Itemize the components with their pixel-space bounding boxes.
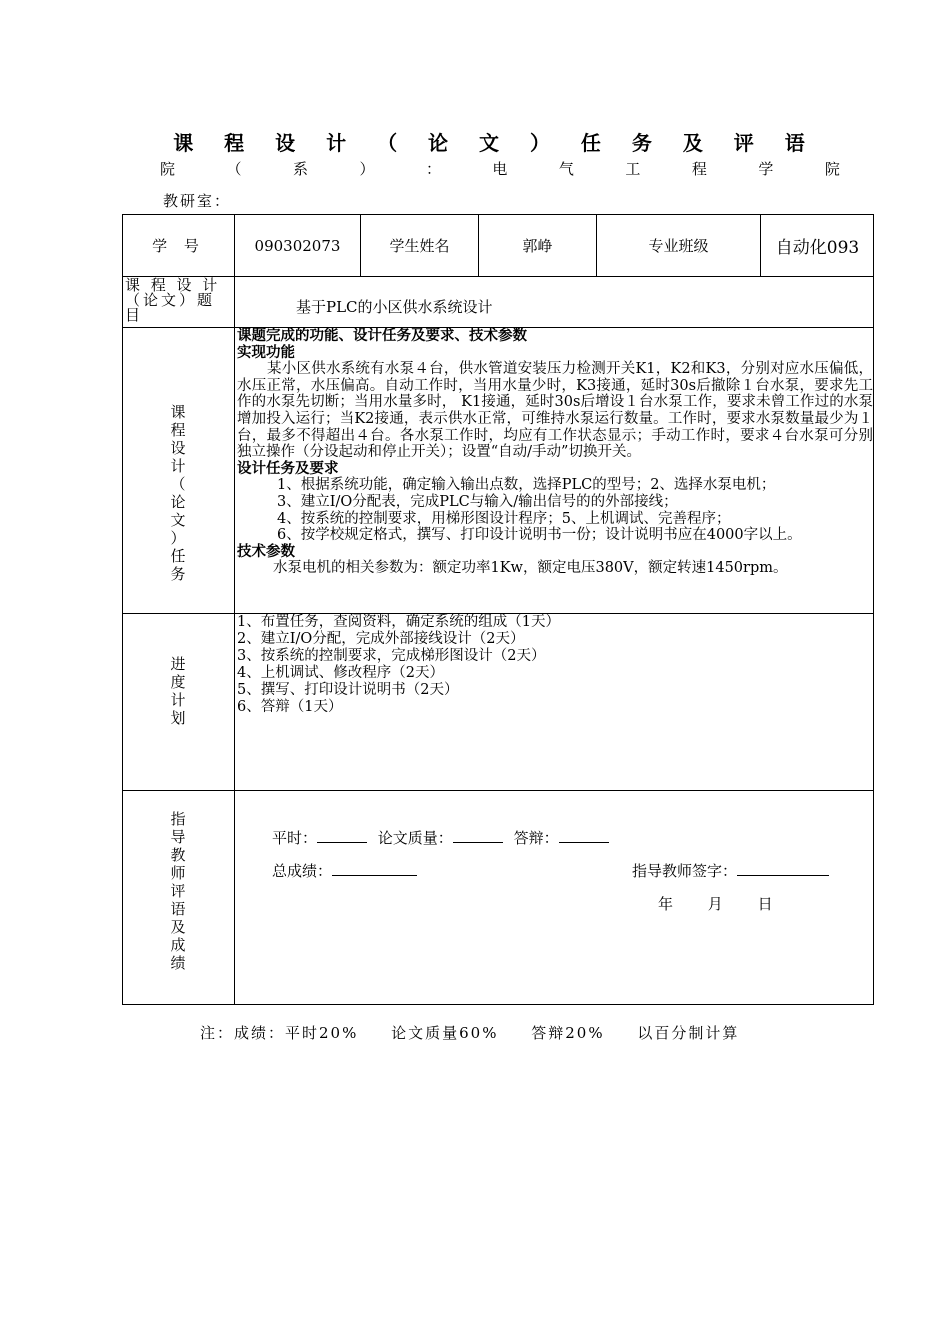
label-char: 计 [170,457,186,475]
dept-char: 学 [758,160,774,178]
review-label [168,810,190,972]
page-title: 课 程 设 计 （ 论 文 ） 任 务 及 评 语 [173,131,817,155]
label-char: 导 [170,828,186,846]
requirements-heading: 设计任务及要求 [237,459,339,477]
label-char: 划 [170,709,186,727]
schedule-item: 5、撰写、打印设计说明书（2天） [237,682,459,698]
note-prefix: 注：成绩：平时20% [200,1024,359,1042]
dept-char: 电 [492,160,508,178]
parameters-text: 水泵电机的相关参数为：额定功率1Kw，额定电压380V，额定转速1450rpm。 [273,560,788,577]
label-char: （ [170,475,186,493]
year-label: 年 [658,895,674,913]
label-char: 论 [170,493,186,511]
topic-label [125,278,233,326]
task-content [237,328,873,577]
label-char: 任 [170,547,186,565]
function-text: 某小区供水系统有水泵４台，供水管道安装压力检测开关K1，K2和K3，分别对应水压偏低，水压正常，水压偏高。自动工作时，当用水量少时，K3接通，延时30s后撤除１台水泵，要求先工作的水泵先切断；当用水量多时， K1接通，延时30s后增设１台水泵工作，要求未曾工作过的水泵增加投入运行；当K2接通，表示供水正常，可维持水泵运行数量。工作时，要求水泵数量最少为１台，最多不得超出４台。各水泵工作时，均应有工作状态显示；手动工作时，要求４台水泵可分别独立操作（分设起动和停止开关）；设置“自动/手动”切换开关。 [237,361,873,461]
total-score [272,860,417,881]
teacher-signature [632,860,829,881]
signature-blank [737,861,829,876]
topic-label-line: （论文）题 [125,291,216,309]
defense-score-blank [559,828,609,843]
topic-label-line: 目 [125,306,141,324]
schedule-item: 6、答辩（1天） [237,699,343,715]
student-id-value: 090302073 [254,236,341,255]
dept-char: ） [359,160,375,178]
schedule-item: 1、布置任务，查阅资料，确定系统的组成（1天） [237,614,560,630]
label-char: 及 [170,918,186,936]
month-label: 月 [707,895,723,913]
row-divider [123,790,873,791]
label-char: 成 [170,936,186,954]
schedule-label [168,655,190,727]
label-char: 设 [170,439,186,457]
note-method: 以百分制计算 [637,1024,740,1042]
label-char: 文 [170,511,186,529]
task-label [168,403,190,583]
topic-label-line: 课 程 设 计 [125,276,221,294]
date-line [658,893,773,914]
label-char: 绩 [170,954,186,972]
dept-char: 系 [292,160,308,178]
office-label: 教研室： [163,192,232,210]
total-score-label: 总成绩： [272,862,333,880]
grade-line [272,827,609,848]
dept-char: 院 [160,160,176,178]
student-id-label: 学 号 [152,237,205,255]
label-char: 务 [170,565,186,583]
label-char: 教 [170,846,186,864]
signature-label: 指导教师签字： [632,862,738,880]
defense-score-label: 答辩： [513,829,559,847]
label-char: 课 [170,403,186,421]
dept-char: 气 [558,160,574,178]
column-divider [234,215,235,1005]
schedule-item: 3、按系统的控制要求，完成梯形图设计（2天） [237,648,546,664]
requirement-line: 6、按学校规定格式，撰写、打印设计说明书一份；设计说明书应在4000字以上。 [277,527,802,544]
label-char: 程 [170,421,186,439]
function-heading: 实现功能 [237,343,295,361]
dept-char: 程 [691,160,707,178]
row-divider [123,276,873,277]
regular-score-label: 平时： [272,829,318,847]
requirement-line: 1、根据系统功能，确定输入输出点数，选择PLC的型号；2、选择水泵电机； [277,477,776,494]
grading-note [200,1022,765,1043]
regular-score-blank [317,828,367,843]
dept-char: （ [226,160,242,178]
parameters-heading: 技术参数 [237,542,295,560]
total-score-blank [332,861,417,876]
label-char: 语 [170,900,186,918]
label-char: 进 [170,655,186,673]
note-defense: 答辩20% [531,1024,605,1042]
dept-char: 工 [625,160,641,178]
label-char: 计 [170,691,186,709]
schedule-item: 4、上机调试、修改程序（2天） [237,665,444,681]
label-char: 评 [170,882,186,900]
schedule-list [237,614,867,716]
student-name-value: 郭峥 [522,237,553,255]
dept-char: 院 [824,160,840,178]
class-value: 自动化093 [775,238,860,258]
label-char: 度 [170,673,186,691]
department-line [160,158,840,179]
topic-value: 基于PLC的小区供水系统设计 [296,298,493,316]
requirement-line: 3、建立I/O分配表，完成PLC与输入/输出信号的的外部接线； [277,493,678,510]
label-char: 师 [170,864,186,882]
quality-score-blank [453,828,503,843]
class-label: 专业班级 [648,237,709,255]
note-quality: 论文质量60% [391,1024,499,1042]
dept-char: ： [425,160,441,178]
requirement-line: 4、按系统的控制要求，用梯形图设计程序；5、上机调试、完善程序； [277,510,731,527]
task-heading: 课题完成的功能、设计任务及要求、技术参数 [237,327,527,344]
label-char: 指 [170,810,186,828]
task-form-table [122,214,874,1005]
schedule-item: 2、建立I/O分配，完成外部接线设计（2天） [237,631,525,647]
day-label: 日 [757,895,773,913]
label-char: ） [170,529,186,547]
student-name-label: 学生姓名 [389,237,450,255]
quality-score-label: 论文质量： [377,829,453,847]
